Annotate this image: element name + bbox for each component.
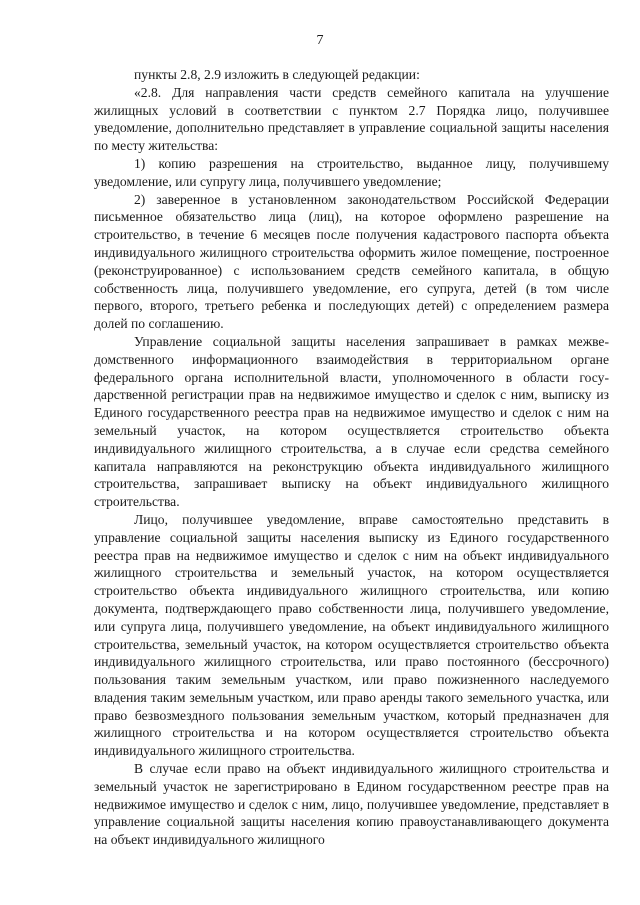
paragraph-self-submit: Лицо, получившее уведомление, вправе самостоятельно представить в управление социальной защиты населения выписку из Единого государственного реестра прав на недвижимое имущество и сделок с ним на объект индивидуального жилищного строительства и земельный участок, на котором осуществляется строительство объекта индивидуального жилищного строительства, или копию документа, подтверждающего право собственности лица, получившего уведомление, или супруга лица, получившего уведомление, на объект индивидуального жилищного строительства, земельный участок, на котором осуществляется строительство объекта индивидуального жилищного строительства, или право постоянного (бессрочного) пользования таким земельным участком, или право пожизненного наследуемого владения таким земельным участком, или право аренды такого земельного участка, или право безвозмездного пользования земельным участком, который предназначен для жилищного строительства и на котором осуществляется строительство объекта индивидуального жилищного строительства. [94,511,609,759]
page-number: 7 [316,33,324,48]
paragraph-unregistered: В случае если право на объект индивидуального жилищного строительства и земельный участок не зарегистрировано в Едином государственном реестре прав на недвижимое имущество и сделок с ним, лицо, получившее уведомление, представляет в управление социальной защиты населения копию правоустанавливающего документа на объект индивидуального жилищного [94,761,609,848]
paragraph-2-8: «2.8. Для направления части средств семейного капитала на улучшение жилищных условий в соответствии с пунктом 2.7 Порядка лицо, получившее уведомление, дополнительно представляет в управление социальной защиты населения по месту жительства: [94,84,609,154]
paragraph-request: Управление социальной защиты населения запрашивает в рамках межведомственного информационного взаимодействия в территориальном органе федерального органа исполнительной власти, уполномоченного в области государственной регистрации прав на недвижимое имущество и сделок с ним, выписку из Единого государственного реестра прав на недвижимое имущество и сделок с ним на земельный участок, на котором осуществляется строительство объекта индивидуального жилищного строительства, а в случае если средства семейного капитала направляются на реконструкцию объекта индивидуального жилищного строительства, запрашивает выписку на объект индивидуального жилищного строительства. [94,333,609,510]
paragraph-intro: пункты 2.8, 2.9 изложить в следующей редакции: [134,67,420,82]
paragraph-item-2: 2) заверенное в установленном законодательством Российской Федерации письменное обязательство лица (лиц), на которое оформлено разрешение на строительство, в течение 6 месяцев после получения кадастрового паспорта объекта индивидуального жилищного строительства оформить жилое помещение, построенное (реконструированное) с использованием средств семейного капитала, в общую собственность лица, получившего уведомление, его супруга, детей (в том числе первого, второго, третьего ребенка и последующих детей) с определением размера долей по соглашению. [94,191,609,332]
paragraph-item-1: 1) копию разрешения на строительство, выданное лицу, получившему уведомление, или супругу лица, получившего уведомление; [94,155,609,189]
document-body [94,66,609,849]
